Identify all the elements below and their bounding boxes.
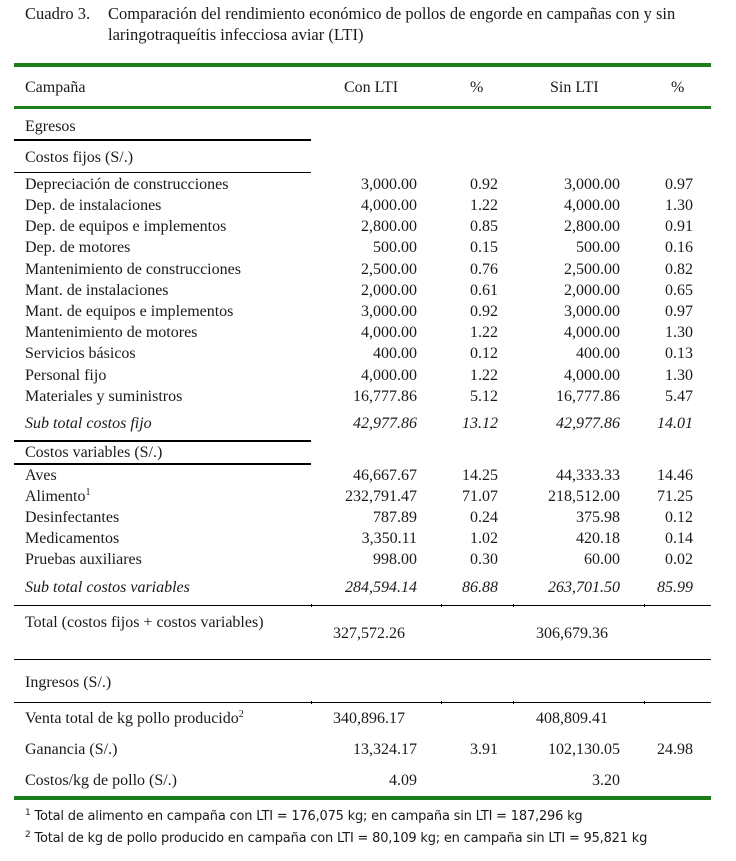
table-row (0, 259, 736, 280)
header-con-lti: Con LTI (344, 79, 399, 96)
sin-lti-value: 420.18 (576, 530, 620, 547)
sin-lti-value: 4,000.00 (564, 197, 620, 214)
row-label: Pruebas auxiliares (25, 551, 142, 568)
subtotal-variable-row (0, 577, 736, 598)
con-lti-value: 3,000.00 (361, 176, 417, 193)
table-row (0, 280, 736, 301)
table-row (0, 343, 736, 364)
column-tick (644, 701, 645, 704)
con-lti-pct: 0.61 (470, 282, 498, 299)
row-label: Materiales y suministros (25, 388, 183, 405)
row-label: Alimento$^1$ (25, 487, 91, 505)
sin-lti-pct: 85.99 (657, 579, 693, 596)
sin-lti-value: 2,800.00 (564, 218, 620, 235)
con-lti-pct: 5.12 (470, 388, 498, 405)
row-label: Aves (25, 467, 57, 484)
con-lti-pct: 0.85 (470, 218, 498, 235)
con-lti-value: 340,896.17 (333, 710, 405, 727)
footnote-2: $^2$ Total de kg de pollo producido en campaña con LTI = 80,109 kg; en campaña sin LTI = 95,821 kg (25, 830, 648, 846)
section-label: Ingresos (S/.) (25, 674, 112, 691)
top-rule (14, 63, 711, 67)
con-lti-pct: 0.24 (470, 509, 498, 526)
column-tick (441, 701, 442, 704)
column-tick (513, 701, 514, 704)
costos-fijos-rule (14, 172, 311, 173)
footnotes (25, 806, 647, 850)
table-row (0, 322, 736, 343)
sin-lti-value: 218,512.00 (548, 488, 620, 505)
sin-lti-pct: 1.30 (665, 367, 693, 384)
table-row (0, 174, 736, 195)
section-egresos (0, 116, 736, 137)
con-lti-pct: 1.22 (470, 197, 498, 214)
con-lti-pct: 1.22 (470, 367, 498, 384)
section-label: Egresos (25, 118, 76, 135)
sin-lti-pct: 71.25 (657, 488, 693, 505)
column-tick (311, 701, 312, 704)
sin-lti-pct: 0.13 (665, 345, 693, 362)
con-lti-value: 13,324.17 (353, 741, 417, 758)
sin-lti-pct: 5.47 (665, 388, 693, 405)
sin-lti-pct: 1.30 (665, 197, 693, 214)
sin-lti-pct: 24.98 (657, 741, 693, 758)
sin-lti-value: 3,000.00 (564, 176, 620, 193)
sin-lti-value: 2,500.00 (564, 261, 620, 278)
sin-lti-pct: 0.65 (665, 282, 693, 299)
con-lti-pct: 14.25 (462, 467, 498, 484)
row-label: Personal fijo (25, 367, 107, 384)
sin-lti-value: 263,701.50 (548, 579, 620, 596)
section-label: Costos variables (S/.) (25, 444, 163, 461)
con-lti-value: 42,977.86 (353, 415, 417, 432)
con-lti-value: 787.89 (373, 509, 417, 526)
column-tick (513, 604, 514, 607)
con-lti-value: 400.00 (373, 345, 417, 362)
con-lti-pct: 0.15 (470, 239, 498, 256)
con-lti-pct: 71.07 (462, 488, 498, 505)
sin-lti-value: 16,777.86 (556, 388, 620, 405)
egresos-rule (14, 139, 311, 141)
caption-label: Cuadro 3. (25, 4, 91, 23)
con-lti-pct: 1.02 (470, 530, 498, 547)
row-label: Venta total de kg pollo producido$^2$ (25, 709, 244, 727)
con-lti-value: 4,000.00 (361, 367, 417, 384)
header-sin-pct: % (671, 79, 685, 96)
con-lti-pct: 0.92 (470, 176, 498, 193)
sin-lti-value: 3.20 (592, 772, 620, 789)
con-lti-value: 4.09 (389, 772, 417, 789)
table-row (0, 237, 736, 258)
subtotal-fixed-row (0, 413, 736, 434)
costo-kg-row (0, 770, 736, 791)
con-lti-pct: 86.88 (462, 579, 498, 596)
bottom-rule (14, 796, 711, 800)
con-lti-value: 4,000.00 (361, 324, 417, 341)
con-lti-pct: 1.22 (470, 324, 498, 341)
con-lti-pct: 0.30 (470, 551, 498, 568)
row-label: Mant. de equipos e implementos (25, 303, 234, 320)
sin-lti-value: 375.98 (576, 509, 620, 526)
row-label: Dep. de instalaciones (25, 197, 162, 214)
table-row (0, 486, 736, 507)
sin-lti-value: 408,809.41 (536, 710, 608, 727)
table-row (0, 507, 736, 528)
con-lti-value: 3,350.11 (361, 530, 417, 547)
footnote-ref: 2 (238, 709, 244, 720)
sin-lti-pct: 0.82 (665, 261, 693, 278)
row-label: Sub total costos fijo (25, 415, 152, 432)
con-lti-value: 3,000.00 (361, 303, 417, 320)
header-con-pct: % (470, 79, 484, 96)
total-sin-lti: 306,679.36 (536, 625, 608, 642)
total-label: Total (costos fijos + costos variables) (25, 614, 264, 631)
section-costos-fijos (0, 147, 736, 168)
con-lti-pct: 0.92 (470, 303, 498, 320)
row-label: Desinfectantes (25, 509, 120, 526)
con-lti-value: 2,500.00 (361, 261, 417, 278)
row-label: Mantenimiento de motores (25, 324, 198, 341)
table-row (0, 301, 736, 322)
sin-lti-pct: 0.12 (665, 509, 693, 526)
sin-lti-pct: 1.30 (665, 324, 693, 341)
column-tick (311, 604, 312, 607)
con-lti-value: 16,777.86 (353, 388, 417, 405)
row-label: Depreciación de construcciones (25, 176, 229, 193)
con-lti-value: 284,594.14 (345, 579, 417, 596)
column-tick (441, 604, 442, 607)
table-row (0, 549, 736, 570)
table-row (0, 386, 736, 407)
column-tick (644, 604, 645, 607)
sin-lti-value: 500.00 (576, 239, 620, 256)
con-lti-pct: 0.12 (470, 345, 498, 362)
sin-lti-value: 4,000.00 (564, 324, 620, 341)
total-top-rule (14, 605, 711, 606)
header-sin-lti: Sin LTI (550, 79, 599, 96)
row-label: Dep. de motores (25, 239, 131, 256)
con-lti-value: 500.00 (373, 239, 417, 256)
table-row (0, 195, 736, 216)
sin-lti-pct: 0.16 (665, 239, 693, 256)
row-label: Medicamentos (25, 530, 120, 547)
section-costos-variables (0, 442, 736, 463)
footnote-ref: 1 (85, 487, 91, 498)
table-row (0, 365, 736, 386)
table-row (0, 528, 736, 549)
sin-lti-value: 3,000.00 (564, 303, 620, 320)
sin-lti-pct: 0.91 (665, 218, 693, 235)
ganancia-row (0, 739, 736, 760)
sin-lti-value: 44,333.33 (556, 467, 620, 484)
sin-lti-value: 42,977.86 (556, 415, 620, 432)
table-header-row (0, 77, 736, 98)
sin-lti-value: 400.00 (576, 345, 620, 362)
sin-lti-pct: 0.97 (665, 176, 693, 193)
sin-lti-value: 60.00 (584, 551, 620, 568)
footnote-1: $^1$ Total de alimento en campaña con LTI = 176,075 kg; en campaña sin LTI = 187,296 kg (25, 808, 583, 824)
header-rule (14, 106, 711, 109)
con-lti-value: 4,000.00 (361, 197, 417, 214)
venta-row (0, 708, 736, 729)
sin-lti-value: 4,000.00 (564, 367, 620, 384)
row-label: Mant. de instalaciones (25, 282, 169, 299)
con-lti-pct: 13.12 (462, 415, 498, 432)
sin-lti-pct: 0.02 (665, 551, 693, 568)
row-label: Dep. de equipos e implementos (25, 218, 227, 235)
con-lti-value: 232,791.47 (345, 488, 417, 505)
con-lti-pct: 0.76 (470, 261, 498, 278)
sin-lti-pct: 14.01 (657, 415, 693, 432)
row-label: Sub total costos variables (25, 579, 190, 596)
con-lti-value: 2,800.00 (361, 218, 417, 235)
caption-title: Comparación del rendimiento económico de pollos de engorde en campañas con y sin laringotraqueítis infecciosa aviar (LTI) (108, 4, 676, 44)
sin-lti-pct: 14.46 (657, 467, 693, 484)
row-label: Mantenimiento de construcciones (25, 261, 241, 278)
con-lti-value: 2,000.00 (361, 282, 417, 299)
con-lti-value: 46,667.67 (353, 467, 417, 484)
con-lti-pct: 3.91 (470, 741, 498, 758)
sin-lti-pct: 0.97 (665, 303, 693, 320)
sin-lti-pct: 0.14 (665, 530, 693, 547)
con-lti-value: 998.00 (373, 551, 417, 568)
total-bottom-rule (14, 659, 711, 660)
row-label: Costos/kg de pollo (S/.) (25, 772, 178, 789)
ingresos-rule (14, 702, 711, 703)
row-label: Ganancia (S/.) (25, 741, 118, 758)
section-ingresos (0, 672, 736, 693)
header-campana: Campaña (25, 79, 86, 96)
sin-lti-value: 102,130.05 (548, 741, 620, 758)
row-label: Servicios básicos (25, 345, 136, 362)
total-con-lti: 327,572.26 (333, 625, 405, 642)
sin-lti-value: 2,000.00 (564, 282, 620, 299)
table-row (0, 216, 736, 237)
table-row (0, 465, 736, 486)
section-label: Costos fijos (S/.) (25, 149, 134, 166)
